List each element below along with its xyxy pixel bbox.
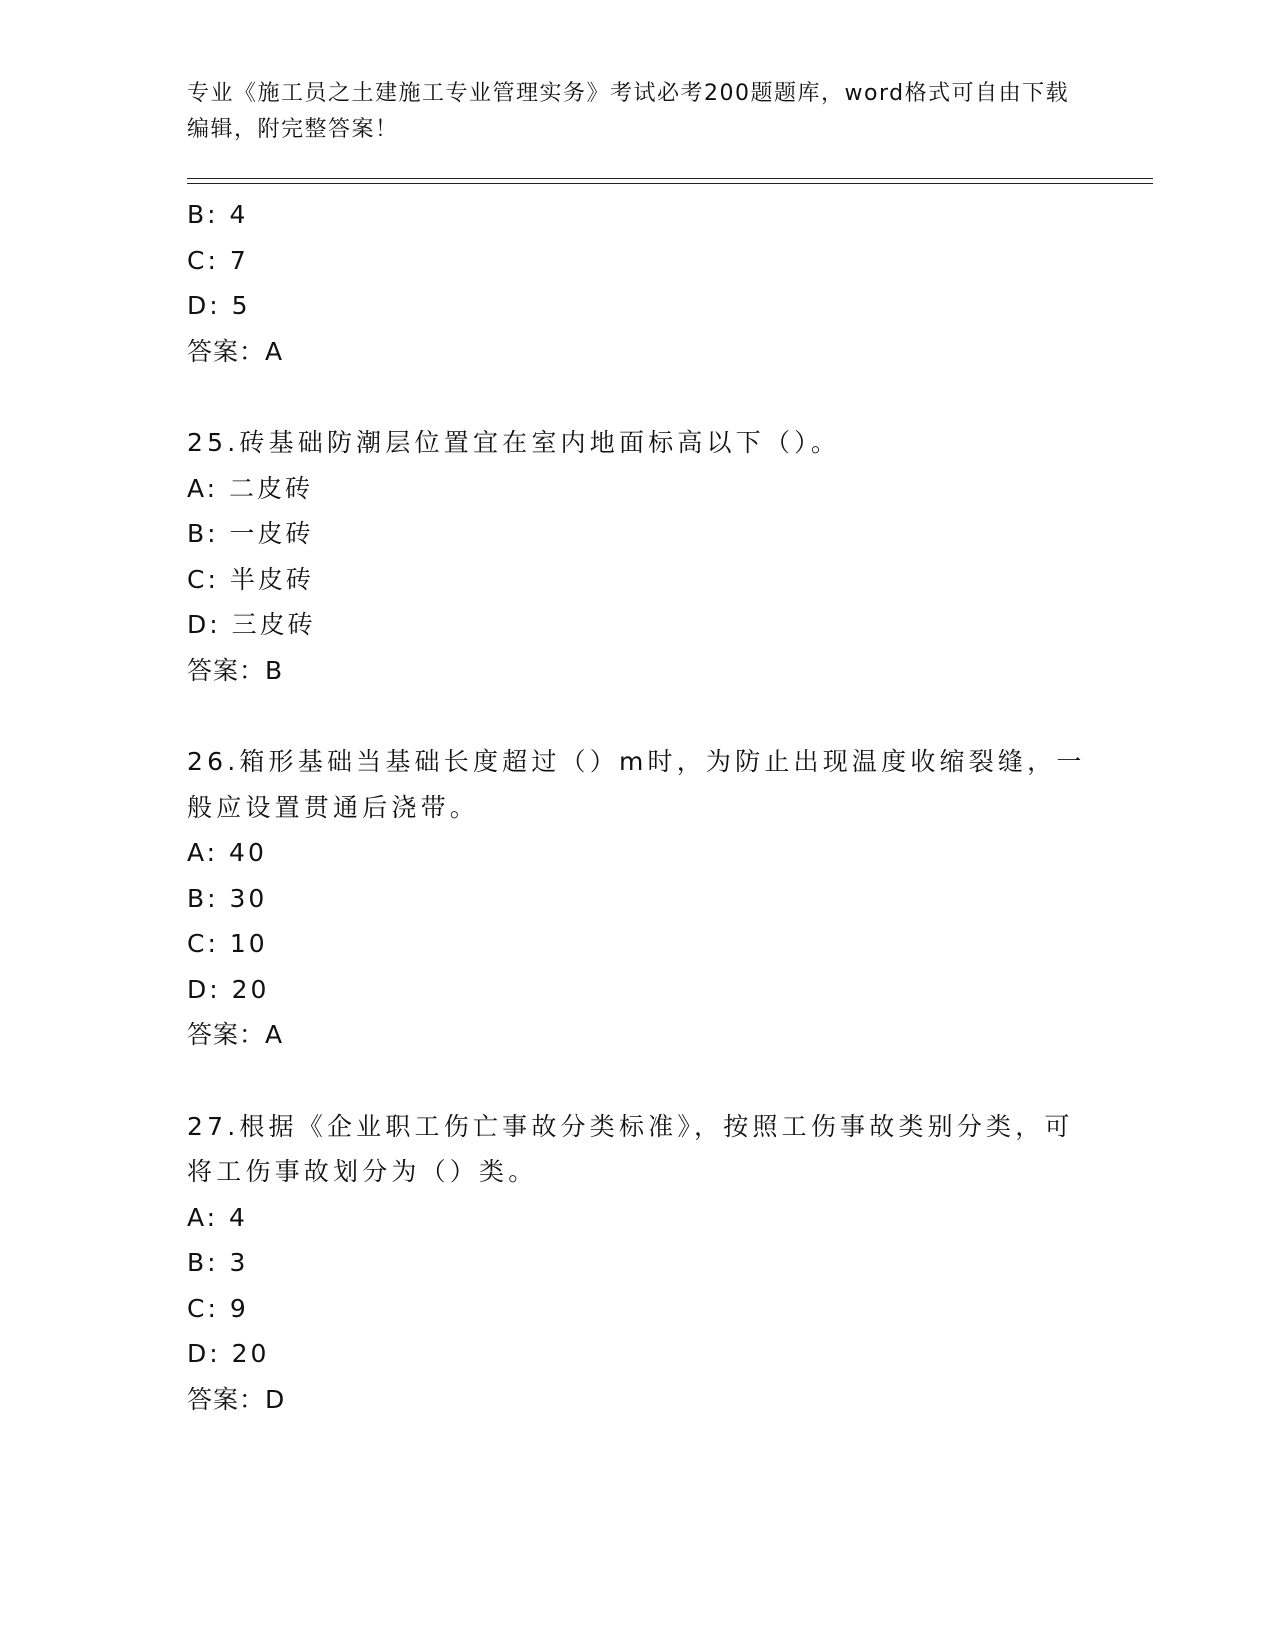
question-25	[187, 420, 1087, 693]
answer-line: 答案：A	[187, 336, 284, 366]
question-stem: 27.根据《企业职工伤亡事故分类标准》，按照工伤事故类别分类，可将工伤事故划分为（）类。	[187, 1111, 1074, 1186]
option-d: D: 三皮砖	[187, 610, 316, 639]
answer-line: 答案：B	[187, 655, 284, 685]
option-b: B: 一皮砖	[187, 519, 314, 548]
carryover-question	[187, 192, 1087, 374]
option-a: A: 40	[187, 838, 267, 867]
header-divider-bottom	[187, 183, 1153, 184]
header-divider-top	[187, 178, 1153, 179]
answer-line: 答案：A	[187, 1020, 284, 1049]
answer-line: 答案：D	[187, 1384, 286, 1414]
option-b: B: 3	[187, 1248, 249, 1277]
question-26	[187, 739, 1087, 1058]
option-b: B: 30	[187, 883, 268, 913]
option-c: C: 7	[187, 245, 249, 275]
option-b: B: 4	[187, 200, 249, 229]
option-d: D: 5	[187, 291, 251, 320]
question-list	[187, 192, 1087, 1422]
option-a: A: 二皮砖	[187, 473, 314, 503]
question-27	[187, 1104, 1087, 1423]
option-c: C: 9	[187, 1293, 249, 1323]
option-d: D: 20	[187, 1339, 270, 1368]
question-stem: 26.箱形基础当基础长度超过（）m时，为防止出现温度收缩裂缝，一般应设置贯通后浇带。	[187, 747, 1086, 822]
option-c: C: 半皮砖	[187, 564, 314, 594]
question-stem: 25.砖基础防潮层位置宜在室内地面标高以下（）。	[187, 428, 841, 457]
option-d: D: 20	[187, 974, 270, 1004]
option-c: C: 10	[187, 929, 268, 958]
option-a: A: 4	[187, 1202, 248, 1232]
document-header: 专业《施工员之土建施工专业管理实务》考试必考200题题库，word格式可自由下载编辑，附完整答案！	[187, 81, 1070, 142]
